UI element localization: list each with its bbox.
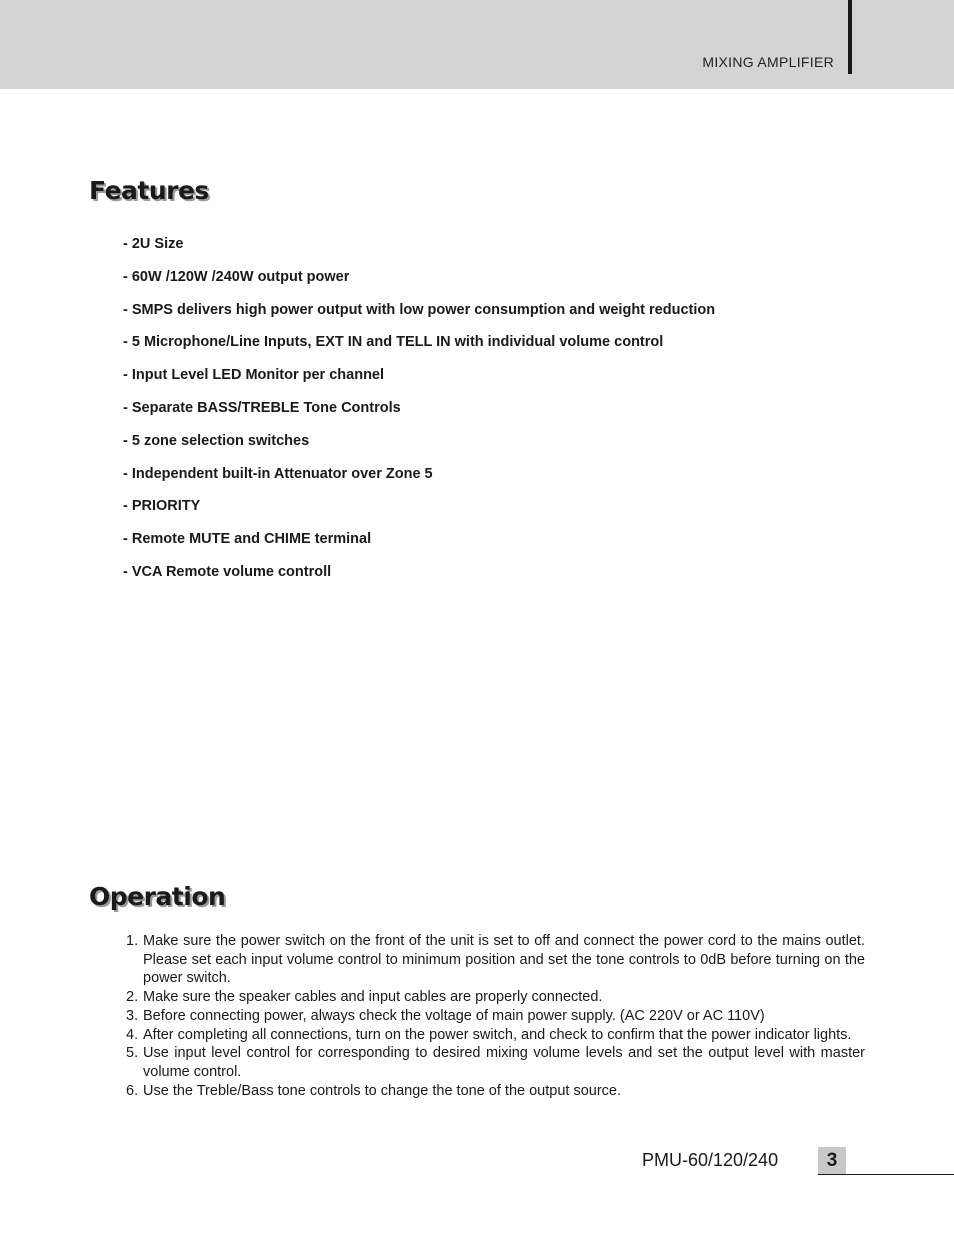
feature-item: - Input Level LED Monitor per channel bbox=[123, 367, 385, 384]
step-text: Make sure the power switch on the front of the unit is set to off and connect the power cord to the mains outlet. Please set each input volume control to minimum position and set the tone controls to 0dB before turning on the power switch. bbox=[143, 933, 865, 987]
feature-item: - Independent built-in Attenuator over Zone 5 bbox=[123, 465, 433, 482]
step-number: 6. bbox=[126, 1082, 139, 1099]
feature-item: - Remote MUTE and CHIME terminal bbox=[123, 531, 372, 548]
operation-step bbox=[126, 1044, 865, 1081]
feature-item: - 2U Size bbox=[123, 236, 184, 252]
operation-step bbox=[126, 932, 865, 988]
page-number: 3 bbox=[818, 1147, 846, 1174]
header-divider bbox=[848, 0, 852, 74]
operation-step bbox=[126, 988, 865, 1007]
feature-item: - Separate BASS/TREBLE Tone Controls bbox=[123, 399, 401, 416]
operation-steps bbox=[126, 932, 865, 1100]
header-title: MIXING AMPLIFIER bbox=[702, 54, 834, 70]
step-text: Before connecting power, always check the voltage of main power supply. (AC 220V or AC 110V) bbox=[143, 1007, 765, 1024]
operation-step bbox=[126, 1082, 865, 1101]
header-band bbox=[0, 0, 954, 89]
step-number: 4. bbox=[126, 1026, 139, 1043]
step-text: After completing all connections, turn on the power switch, and check to confirm that the power indicator lights. bbox=[143, 1026, 852, 1043]
footer-divider bbox=[818, 1174, 954, 1175]
feature-item: - 60W /120W /240W output power bbox=[123, 268, 350, 285]
operation-step bbox=[126, 1026, 865, 1045]
feature-item: - PRIORITY bbox=[123, 498, 201, 515]
step-number: 5. bbox=[126, 1045, 139, 1062]
feature-list bbox=[123, 234, 883, 595]
feature-item: - 5 zone selection switches bbox=[123, 432, 310, 449]
step-number: 1. bbox=[126, 933, 139, 949]
features-heading: Features bbox=[89, 176, 209, 205]
step-number: 3. bbox=[126, 1007, 139, 1024]
step-number: 2. bbox=[126, 989, 139, 1006]
operation-heading: Operation bbox=[89, 882, 226, 911]
step-text: Use input level control for corresponding to desired mixing volume levels and set the output level with master volume control. bbox=[143, 1045, 865, 1080]
feature-item: - VCA Remote volume controll bbox=[123, 563, 332, 580]
step-text: Make sure the speaker cables and input cables are properly connected. bbox=[143, 989, 603, 1006]
feature-item: - SMPS delivers high power output with low power consumption and weight reduction bbox=[123, 301, 716, 318]
operation-step bbox=[126, 1007, 865, 1026]
step-text: Use the Treble/Bass tone controls to change the tone of the output source. bbox=[143, 1082, 621, 1099]
feature-item: - 5 Microphone/Line Inputs, EXT IN and TELL IN with individual volume control bbox=[123, 334, 664, 351]
footer-model-name: PMU-60/120/240 bbox=[642, 1150, 779, 1170]
